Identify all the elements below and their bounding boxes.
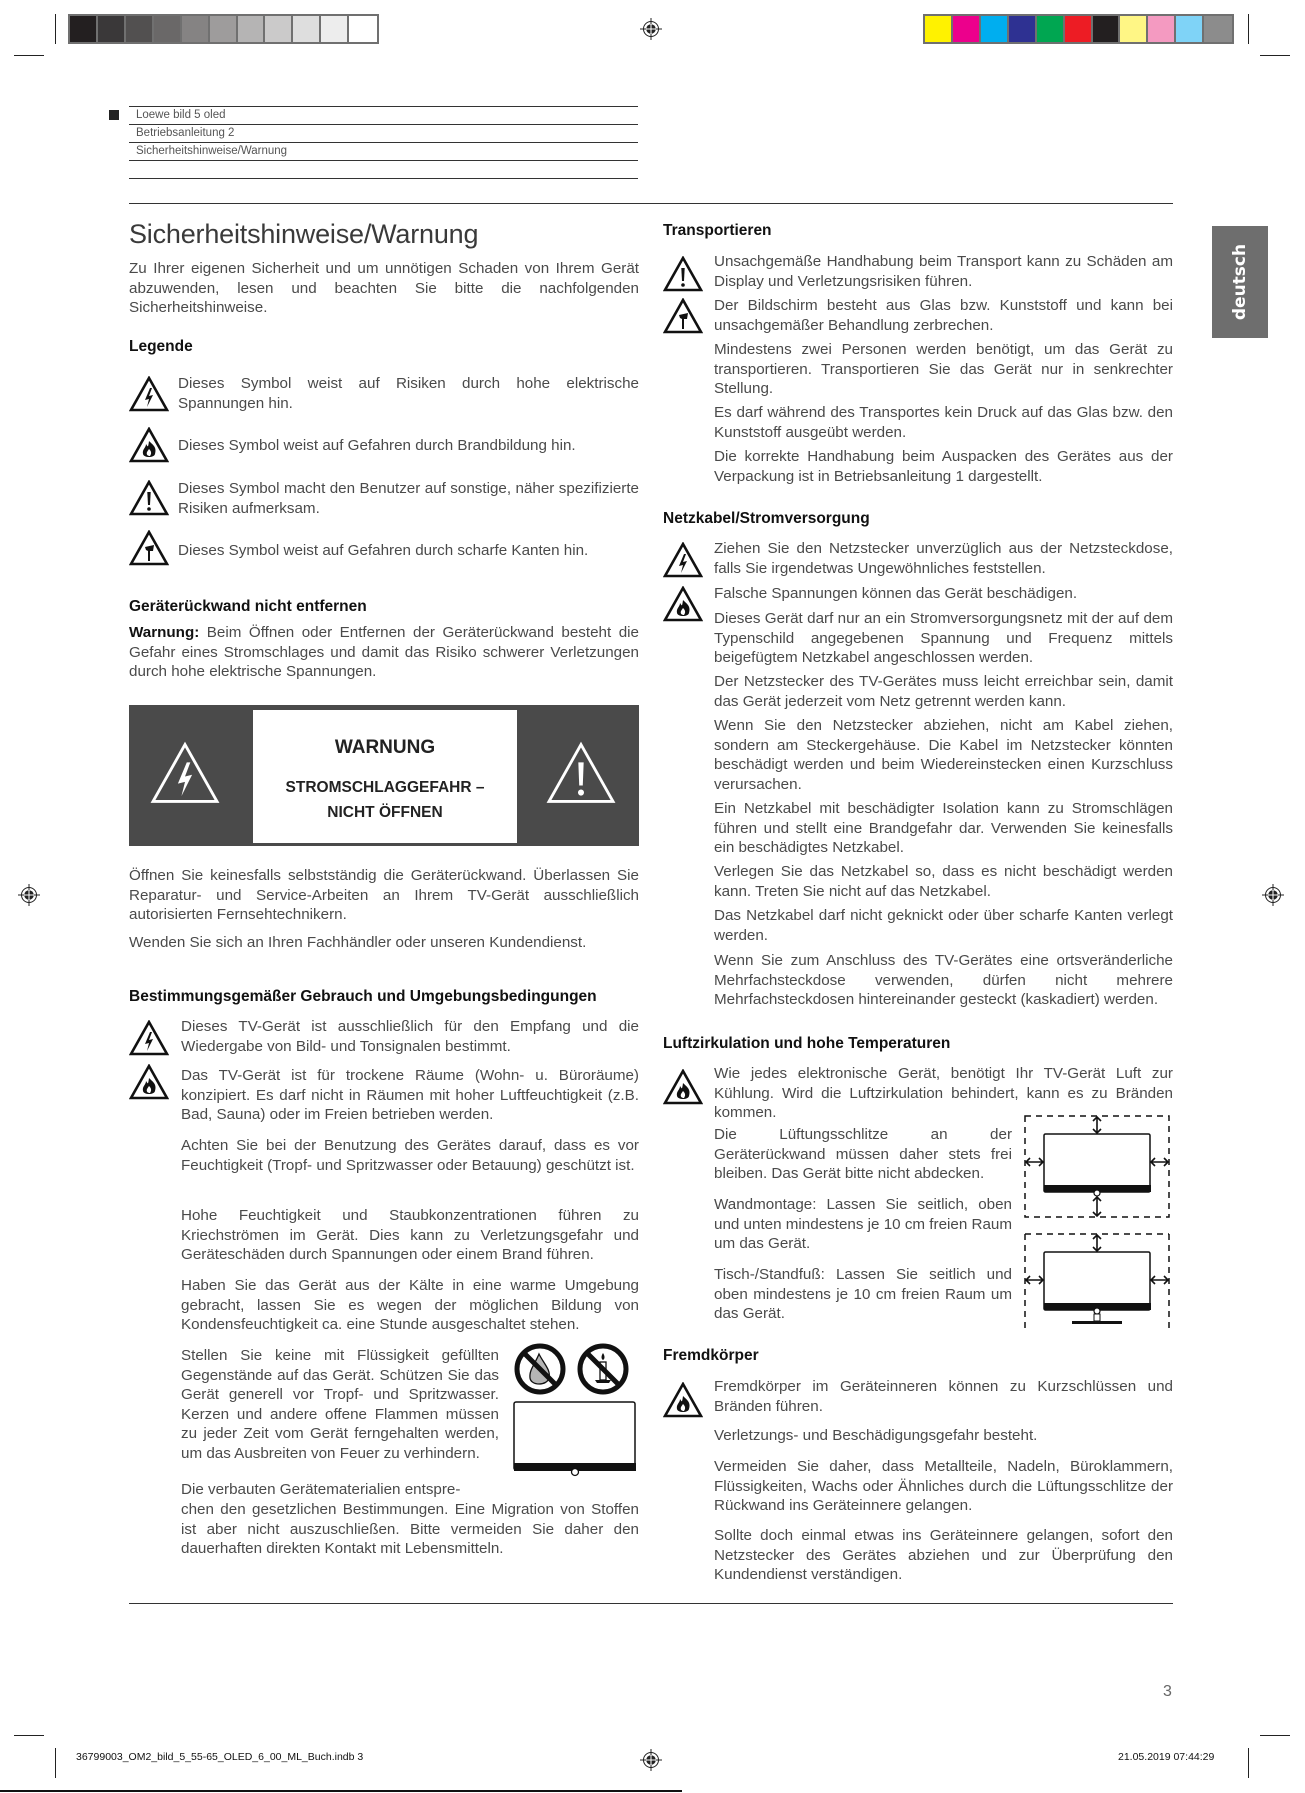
usage-paragraph: Hohe Feuchtigkeit und Staubkonzentrationen führen zu Kriechströmen im Gerät. Dies kann zu Verletzungsgefahr und Geräteschäden durch Spannungen oder einem Brand führen.: [181, 1207, 639, 1264]
back-panel-warning: [129, 623, 639, 682]
language-tab[interactable]: [1212, 226, 1268, 338]
header-divider: [129, 124, 638, 125]
color-swatch: [1009, 16, 1037, 42]
header-product: Loewe bild 5 oled: [136, 109, 226, 121]
power-paragraph: Ein Netzkabel mit beschädigter Isolation kann zu Stromschlägen führen und stellt eine Brandgefahr dar. Verwenden Sie keinesfalls ein beschädigtes Netzkabel.: [714, 800, 1173, 857]
legend-item-text: Dieses Symbol weist auf Risiken durch hohe elektrische Spannungen hin.: [178, 375, 639, 412]
crop-mark: [55, 14, 56, 44]
power-paragraph: Wenn Sie den Netzstecker abziehen, nicht am Kabel ziehen, sondern am Steckergehäuse. Die Kabel im Netzstecker könnten beschädigt werden und beim Wiedereinstecken einen Kurzschluss verursachen.: [714, 717, 1173, 793]
page-title: Sicherheitshinweise/Warnung: [129, 219, 479, 249]
power-paragraph: Verlegen Sie das Netzkabel so, dass es nicht beschädigt werden kann. Treten Sie nicht auf das Netzkabel.: [714, 863, 1173, 900]
airflow-paragraph: Die Lüftungsschlitze an der Geräterückwand müssen daher stets frei bleiben. Das Gerät bitte nicht abdecken.: [714, 1126, 1012, 1183]
bottom-edge-line: [0, 1790, 682, 1792]
color-swatch: [1093, 16, 1121, 42]
fire-warning-icon: [663, 1382, 703, 1418]
usage-paragraph: Haben Sie das Gerät aus der Kälte in eine warme Umgebung gebracht, lassen Sie es wegen der möglichen Bildung von Kondensfeuchtigkeit ca. eine Stunde ausgeschaltet stehen.: [181, 1277, 639, 1334]
back-panel-paragraph: Öffnen Sie keinesfalls selbstständig die Geräterückwand. Überlassen Sie Reparatur- und Service-Arbeiten an Ihrem TV-Gerät ausschließlich autorisierten Fernsehtechnikern.: [129, 867, 639, 924]
power-paragraph: Das Netzkabel darf nicht geknickt oder über scharfe Kanten verlegt werden.: [714, 907, 1173, 944]
color-swatch: [126, 16, 154, 42]
power-paragraph: Der Netzstecker des TV-Gerätes muss leicht erreichbar sein, damit das Gerät jederzeit vom Netz getrennt werden kann.: [714, 673, 1173, 710]
print-slug-timestamp: 21.05.2019 07:44:29: [1118, 1751, 1215, 1763]
warning-label-box: [129, 705, 639, 846]
color-swatch: [1065, 16, 1093, 42]
usage-paragraph: Das TV-Gerät ist für trockene Räume (Wohn- u. Büroräume) konzipiert. Es darf nicht in Räumen mit hoher Luftfeuchtigkeit (z.B. Bad, Sauna) oder im Freien betrieben werden.: [181, 1067, 639, 1124]
warning-box-line: NICHT ÖFFNEN: [327, 804, 443, 821]
registration-mark-icon: [640, 18, 662, 40]
header-divider: [129, 178, 638, 179]
warning-box-title: WARNUNG: [334, 737, 436, 758]
airflow-paragraph: Wie jedes elektronische Gerät, benötigt Ihr TV-Gerät Luft zur Kühlung. Wird die Luftzirkulation behindert, kann es zu Bränden kommen.: [714, 1065, 1173, 1122]
color-swatch: [321, 16, 349, 42]
intro-paragraph: Zu Ihrer eigenen Sicherheit und um unnötigen Schaden von Ihrem Gerät abzuwenden, lesen und beachten Sie bitte die nachfolgenden Sicherheitshinweise.: [129, 260, 639, 317]
back-panel-paragraph: Wenden Sie sich an Ihren Fachhändler oder unseren Kundendienst.: [129, 934, 587, 951]
header-divider: [129, 106, 638, 107]
crop-mark: [55, 1748, 56, 1778]
high-voltage-warning-icon: [149, 741, 221, 805]
color-swatch: [70, 16, 98, 42]
power-heading: Netzkabel/Stromversorgung: [663, 510, 870, 527]
high-voltage-warning-icon: [663, 542, 703, 578]
crop-mark: [1248, 1748, 1249, 1778]
color-swatch: [210, 16, 238, 42]
color-swatch: [925, 16, 953, 42]
transport-paragraph: Der Bildschirm besteht aus Glas bzw. Kunststoff und kann bei unsachgemäßer Behandlung zerbrechen.: [714, 297, 1173, 334]
usage-paragraph: Achten Sie bei der Benutzung des Gerätes darauf, dass es vor Feuchtigkeit (Tropf- und Spritzwasser oder Betauung) geschützt ist.: [181, 1137, 639, 1174]
foreign-objects-paragraph: Verletzungs- und Beschädigungsgefahr besteht.: [714, 1427, 1038, 1444]
color-swatch: [981, 16, 1009, 42]
airflow-heading: Luftzirkulation und hohe Temperaturen: [663, 1035, 951, 1052]
sharp-edges-warning-icon: [129, 530, 169, 566]
general-warning-icon: [129, 480, 169, 516]
grayscale-calibration-bar: [68, 14, 379, 44]
transport-heading: Transportieren: [663, 222, 772, 239]
usage-paragraph: Stellen Sie keine mit Flüssigkeit gefüllten Gegenstände auf das Gerät. Schützen Sie das Gerät generell vor Tropf- und Spritzwasser. Kerzen und andere offene Flammen müssen zu jeder Zeit vom Gerät ferngehalten werden, um das Ausbreiten von Feuer zu verhindern.: [181, 1347, 499, 1462]
power-paragraph: Dieses Gerät darf nur an ein Stromversorgungsnetz mit der auf dem Typenschild angegebenen Spannung und Frequenz mittels beigefügtem Netzkabel angeschlossen werden.: [714, 610, 1173, 667]
header-divider: [129, 142, 638, 143]
airflow-paragraph: Tisch-/Standfuß: Lassen Sie seitlich und oben mindestens je 10 cm freien Raum um das Gerät.: [714, 1266, 1012, 1323]
foreign-objects-paragraph: Fremdkörper im Geräteinneren können zu Kurzschlüssen und Bränden führen.: [714, 1378, 1173, 1415]
usage-paragraph: Die verbauten Gerätematerialien entspre-: [181, 1481, 461, 1498]
warning-box-line: STROMSCHLAGGEFAHR –: [285, 779, 485, 796]
sharp-edges-warning-icon: [663, 298, 703, 334]
legend-item-text: Dieses Symbol macht den Benutzer auf sonstige, näher spezifizierte Risiken aufmerksam.: [178, 480, 639, 517]
usage-paragraph: chen den gesetzlichen Bestimmungen. Eine Migration von Stoffen ist aber nicht auszuschließen. Bitte vermeiden Sie daher den dauerhaften direkten Kontakt mit Lebensmitteln.: [181, 1501, 639, 1558]
table-stand-clearance-diagram: [1020, 1230, 1174, 1330]
registration-mark-icon: [640, 1749, 662, 1771]
color-swatch: [265, 16, 293, 42]
fire-warning-icon: [663, 1069, 703, 1105]
no-liquids-icon: [513, 1342, 567, 1396]
transport-paragraph: Die korrekte Handhabung beim Auspacken des Gerätes aus der Verpackung ist in Betriebsanleitung 1 dargestellt.: [714, 448, 1173, 485]
warning-label-text-panel: [253, 710, 517, 843]
top-rule: [129, 203, 1173, 204]
color-swatch: [1037, 16, 1065, 42]
general-warning-icon: [663, 256, 703, 292]
power-paragraph: Falsche Spannungen können das Gerät beschädigen.: [714, 585, 1078, 602]
high-voltage-warning-icon: [129, 376, 169, 412]
legend-item-text: Dieses Symbol weist auf Gefahren durch Brandbildung hin.: [178, 437, 576, 454]
crop-mark: [14, 55, 44, 56]
power-paragraph: Ziehen Sie den Netzstecker unverzüglich aus der Netzsteckdose, falls Sie irgendetwas Ungewöhnliches feststellen.: [714, 540, 1173, 577]
fire-warning-icon: [129, 1064, 169, 1100]
color-swatch: [293, 16, 321, 42]
warning-text: Beim Öffnen oder Entfernen der Geräterückwand besteht die Gefahr eines Stromschlages und damit das Risiko schwerer Verletzungen durch hohe elektrische Spannungen.: [129, 624, 639, 681]
color-swatch: [98, 16, 126, 42]
power-paragraph: Wenn Sie zum Anschluss des TV-Gerätes eine ortsveränderliche Mehrfachsteckdose verwenden, dürfen nicht mehrere Mehrfachsteckdosen hintereinander gesteckt (kaskadiert) werden.: [714, 952, 1173, 1009]
foreign-objects-heading: Fremdkörper: [663, 1347, 759, 1364]
color-swatch: [1148, 16, 1176, 42]
fire-warning-icon: [129, 427, 169, 463]
back-panel-heading: Geräterückwand nicht entfernen: [129, 598, 367, 615]
transport-paragraph: Es darf während des Transportes kein Druck auf das Glas bzw. den Kunststoff ausgeübt werden.: [714, 404, 1173, 441]
crop-mark: [14, 1735, 44, 1736]
color-swatch: [182, 16, 210, 42]
legend-item-text: Dieses Symbol weist auf Gefahren durch scharfe Kanten hin.: [178, 542, 589, 559]
no-open-flames-icon: [576, 1342, 630, 1396]
usage-paragraph: Dieses TV-Gerät ist ausschließlich für den Empfang und die Wiedergabe von Bild- und Tonsignalen bestimmt.: [181, 1018, 639, 1055]
color-swatch: [1204, 16, 1232, 42]
fire-warning-icon: [663, 586, 703, 622]
color-swatch: [349, 16, 377, 42]
page-number: 3: [1163, 1683, 1172, 1700]
general-warning-icon: [545, 741, 617, 805]
crop-mark: [1248, 14, 1249, 44]
registration-mark-icon: [1262, 884, 1284, 906]
header-manual: Betriebsanleitung 2: [136, 127, 235, 139]
transport-paragraph: Unsachgemäße Handhabung beim Transport kann zu Schäden am Display und Verletzungsrisiken führen.: [714, 253, 1173, 290]
language-tab-label: deutsch: [1230, 243, 1250, 321]
color-swatch: [154, 16, 182, 42]
crop-mark: [1260, 1735, 1290, 1736]
color-swatch: [238, 16, 266, 42]
registration-mark-icon: [18, 884, 40, 906]
legend-heading: Legende: [129, 338, 193, 355]
high-voltage-warning-icon: [129, 1020, 169, 1056]
print-slug-filename: 36799003_OM2_bild_5_55-65_OLED_6_00_ML_Buch.indb 3: [76, 1751, 364, 1763]
foreign-objects-paragraph: Sollte doch einmal etwas ins Geräteinnere gelangen, sofort den Netzstecker des Gerätes abziehen und zur Überprüfung den Kundendienst verständigen.: [714, 1527, 1173, 1584]
color-calibration-bar: [923, 14, 1234, 44]
bottom-rule: [129, 1603, 1173, 1604]
color-swatch: [1120, 16, 1148, 42]
crop-mark: [1260, 55, 1290, 56]
transport-paragraph: Mindestens zwei Personen werden benötigt, um das Gerät zu transportieren. Transportieren Sie das Gerät nur in senkrechter Stellung.: [714, 341, 1173, 398]
foreign-objects-paragraph: Vermeiden Sie daher, dass Metallteile, Nadeln, Büroklammern, Flüssigkeiten, Wachs oder Ähnliches durch die Lüftungsschlitze der Rückwand ins Geräteinnere gelangen.: [714, 1458, 1173, 1515]
tv-illustration: [513, 1401, 637, 1479]
header-section: Sicherheitshinweise/Warnung: [136, 145, 288, 157]
color-swatch: [1176, 16, 1204, 42]
usage-heading: Bestimmungsgemäßer Gebrauch und Umgebungsbedingungen: [129, 988, 597, 1005]
wall-mount-clearance-diagram: [1020, 1112, 1174, 1222]
header-divider: [129, 160, 638, 161]
color-swatch: [953, 16, 981, 42]
header-bullet: [109, 110, 119, 120]
airflow-paragraph: Wandmontage: Lassen Sie seitlich, oben und unten mindestens je 10 cm freien Raum um das Gerät.: [714, 1196, 1013, 1253]
warning-label: Warnung:: [129, 624, 200, 641]
